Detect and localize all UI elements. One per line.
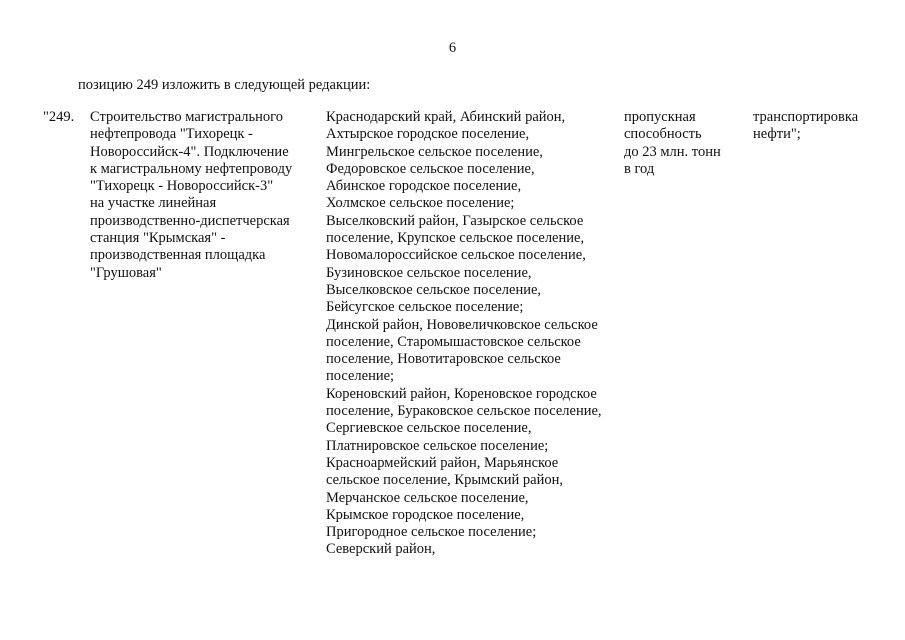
region-line: Новомалороссийское сельское поселение, <box>326 247 586 264</box>
region-line: сельское поселение, Крымский район, <box>326 472 563 489</box>
region-line: Бузиновское сельское поселение, <box>326 264 532 281</box>
region-line: Холмское сельское поселение; <box>326 195 515 212</box>
region-line: Федоровское сельское поселение, <box>326 160 535 177</box>
object-name-line: Новороссийск-4". Подключение <box>90 143 289 160</box>
region-line: Северский район, <box>326 541 436 558</box>
position-number: "249. <box>43 109 75 125</box>
purpose-line: транспортировка <box>753 109 859 125</box>
purpose-cell <box>753 109 858 144</box>
object-name-line: "Тихорецк - Новороссийск-3" <box>90 178 274 195</box>
object-name-line: "Грушовая" <box>90 264 162 281</box>
region-line: поселение, Крупское сельское поселение, <box>326 230 585 247</box>
region-line: Ахтырское городское поселение, <box>326 126 530 143</box>
region-line: Выселковский район, Газырское сельское <box>326 212 584 229</box>
region-line: поселение, Старомышастовское сельское <box>326 333 581 350</box>
capacity-cell <box>624 109 721 178</box>
region-line: Мерчанское сельское поселение, <box>326 489 529 506</box>
position-number-cell <box>43 109 74 126</box>
region-line: Сергиевское сельское поселение, <box>326 420 532 437</box>
object-name-line: нефтепровода "Тихорецк - <box>90 126 253 143</box>
region-cell <box>326 109 602 559</box>
region-line: Крымское городское поселение, <box>326 506 525 523</box>
region-line: Динской район, Нововеличковское сельское <box>326 316 598 333</box>
region-line: Платнировское сельское поселение; <box>326 437 549 454</box>
object-name-line: Строительство магистрального <box>90 109 283 125</box>
capacity-line: до 23 млн. тонн <box>624 143 721 160</box>
region-line: поселение; <box>326 368 395 385</box>
capacity-line: пропускная <box>624 109 696 125</box>
object-name-line: производственно-диспетчерская <box>90 212 290 229</box>
capacity-line: способность <box>624 126 702 143</box>
region-line: Абинское городское поселение, <box>326 178 522 195</box>
purpose-line: нефти"; <box>753 126 801 143</box>
region-line: поселение, Новотитаровское сельское <box>326 351 561 368</box>
region-line: Бейсугское сельское поселение; <box>326 299 524 316</box>
capacity-line: в год <box>624 160 655 177</box>
object-name-line: станция "Крымская" - <box>90 230 226 247</box>
region-line: Мингрельское сельское поселение, <box>326 143 543 160</box>
region-line: поселение, Бураковское сельское поселение, <box>326 403 602 420</box>
intro-text: позицию 249 изложить в следующей редакции: <box>78 77 371 93</box>
region-line: Кореновский район, Кореновское городское <box>326 385 597 402</box>
region-line: Выселковское сельское поселение, <box>326 281 542 298</box>
object-name-line: к магистральному нефтепроводу <box>90 160 293 177</box>
object-name-cell <box>90 109 292 282</box>
object-name-line: производственная площадка <box>90 247 266 264</box>
object-name-line: на участке линейная <box>90 195 217 212</box>
region-line: Краснодарский край, Абинский район, <box>326 109 566 125</box>
region-line: Пригородное сельское поселение; <box>326 524 537 541</box>
page-number: 6 <box>448 40 457 56</box>
region-line: Красноармейский район, Марьянское <box>326 454 559 471</box>
